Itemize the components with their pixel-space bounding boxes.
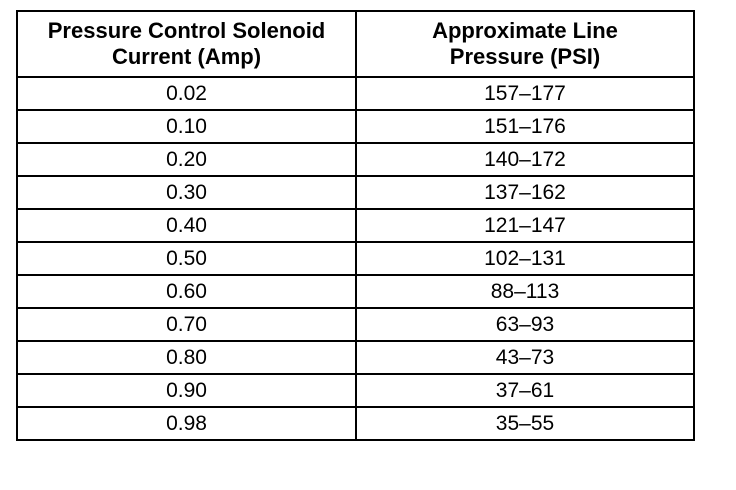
current-cell: 0.10 bbox=[17, 110, 356, 143]
current-cell: 0.40 bbox=[17, 209, 356, 242]
pressure-cell: 157–177 bbox=[356, 77, 694, 110]
table-row bbox=[17, 275, 694, 308]
pressure-cell: 37–61 bbox=[356, 374, 694, 407]
pressure-cell: 63–93 bbox=[356, 308, 694, 341]
pressure-cell: 121–147 bbox=[356, 209, 694, 242]
table-row bbox=[17, 341, 694, 374]
header-solenoid-current bbox=[17, 11, 356, 77]
table-row bbox=[17, 176, 694, 209]
pressure-table bbox=[16, 10, 695, 441]
current-cell: 0.80 bbox=[17, 341, 356, 374]
table-row bbox=[17, 143, 694, 176]
current-cell: 0.20 bbox=[17, 143, 356, 176]
current-cell: 0.60 bbox=[17, 275, 356, 308]
table-row bbox=[17, 110, 694, 143]
table-row bbox=[17, 407, 694, 440]
pressure-cell: 137–162 bbox=[356, 176, 694, 209]
table-header bbox=[17, 11, 694, 77]
current-cell: 0.30 bbox=[17, 176, 356, 209]
header-solenoid-current-line-2: Current (Amp) bbox=[111, 44, 262, 69]
header-line-pressure-line-2: Pressure (PSI) bbox=[449, 44, 601, 69]
table-row bbox=[17, 77, 694, 110]
pressure-cell: 43–73 bbox=[356, 341, 694, 374]
header-row bbox=[17, 11, 694, 77]
pressure-cell: 88–113 bbox=[356, 275, 694, 308]
table-row bbox=[17, 242, 694, 275]
pressure-cell: 35–55 bbox=[356, 407, 694, 440]
pressure-cell: 151–176 bbox=[356, 110, 694, 143]
pressure-cell: 102–131 bbox=[356, 242, 694, 275]
table-row bbox=[17, 209, 694, 242]
header-solenoid-current-line-1: Pressure Control Solenoid bbox=[47, 18, 326, 43]
current-cell: 0.02 bbox=[17, 77, 356, 110]
header-line-pressure-line-1: Approximate Line bbox=[432, 18, 618, 43]
header-line-pressure bbox=[356, 11, 694, 77]
current-cell: 0.98 bbox=[17, 407, 356, 440]
table-row bbox=[17, 374, 694, 407]
current-cell: 0.70 bbox=[17, 308, 356, 341]
table-body bbox=[17, 77, 694, 440]
table-row bbox=[17, 308, 694, 341]
pressure-cell: 140–172 bbox=[356, 143, 694, 176]
current-cell: 0.50 bbox=[17, 242, 356, 275]
current-cell: 0.90 bbox=[17, 374, 356, 407]
